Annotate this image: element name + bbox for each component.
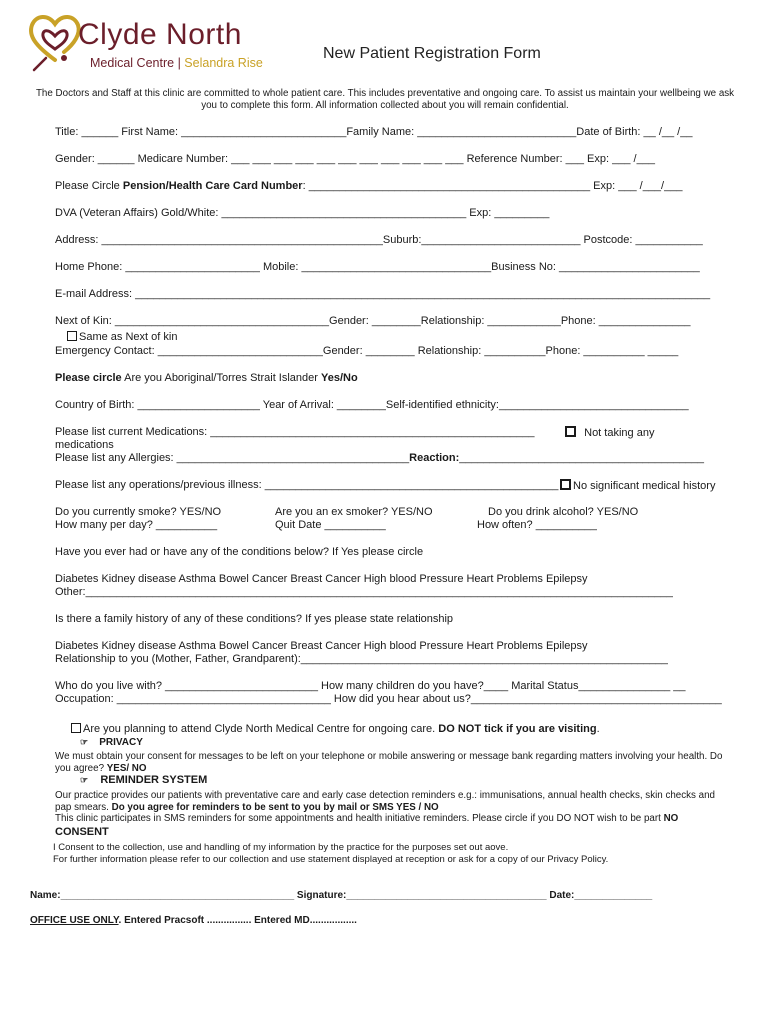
no-significant-checkbox[interactable] <box>560 479 571 490</box>
ongoing-care-option[interactable] <box>71 723 600 735</box>
reminder-heading-text: REMINDER SYSTEM <box>100 774 208 786</box>
office-use-entries: . Entered Pracsoft ................ Entered MD................. <box>118 915 357 926</box>
ongoing-care-warning: DO NOT tick if you are visiting <box>438 723 597 735</box>
medications-row[interactable]: Please list current Medications: _____________________________________________________ <box>55 426 535 438</box>
heart-stethoscope-logo-icon <box>26 8 84 72</box>
aboriginal-yes-no[interactable]: Yes/No <box>321 372 358 384</box>
aboriginal-please-circle: Please circle <box>55 372 122 384</box>
family-history-question: Is there a family history of any of these conditions? If yes please state relationship <box>55 613 454 625</box>
clinic-logo <box>26 8 276 72</box>
dva-row[interactable]: DVA (Veteran Affairs) Gold/White: ________________________________________ Exp: _________ <box>55 207 550 219</box>
aboriginal-question[interactable] <box>55 372 358 384</box>
gender-medicare-row[interactable]: Gender: ______ Medicare Number: ___ ___ ___ ___ ___ ___ ___ ___ ___ ___ ___ Reference Number: ___ Exp: ___ /___ <box>55 153 655 165</box>
card-label-pre: Please Circle <box>55 180 123 192</box>
phone-row[interactable]: Home Phone: ______________________ Mobile: _______________________________Business No: _______________________ <box>55 261 700 273</box>
logo-subtitle <box>90 56 263 70</box>
intro-paragraph: The Doctors and Staff at this clinic are committed to whole patient care. This includes preventative and ongoing care. To assist us maintain your wellbeing we ask you to complete this form. All information collected about you will remain confidential. <box>35 88 735 111</box>
card-label-bold: Pension/Health Care Card Number <box>122 180 303 192</box>
email-row[interactable]: E-mail Address: ______________________________________________________________________________________________ <box>55 288 711 300</box>
ongoing-care-end: . <box>596 723 600 735</box>
same-as-nok-checkbox[interactable] <box>67 331 77 341</box>
privacy-body-text: We must obtain your consent for messages to be left on your telephone or mobile answering or message bank regarding matters involving your health. Do you agree? <box>55 751 723 774</box>
smoke-per-day[interactable]: How many per day? __________ <box>55 519 218 531</box>
not-taking-option[interactable] <box>565 426 654 439</box>
office-use-row <box>30 915 357 926</box>
alcohol-frequency[interactable]: How often? __________ <box>477 519 597 531</box>
title-name-dob-row[interactable]: Title: ______ First Name: ___________________________Family Name: __________________________Date of Birth: __ /__ /__ <box>55 126 693 138</box>
pointing-hand-icon: ☞ <box>80 775 89 785</box>
ongoing-care-label: Are you planning to attend Clyde North Medical Centre for ongoing care. <box>83 723 439 735</box>
signature-row[interactable]: Name:__________________________________________ Signature:____________________________________ Date:______________ <box>30 890 653 901</box>
privacy-body[interactable] <box>55 751 725 774</box>
same-as-nok-option[interactable] <box>67 331 177 343</box>
operations-row[interactable]: Please list any operations/previous illness: ________________________________________________ <box>55 479 559 491</box>
reminder-body[interactable] <box>55 790 727 813</box>
privacy-heading-text: PRIVACY <box>99 737 143 748</box>
sms-reminder-line[interactable] <box>55 813 745 825</box>
medications-continued: medications <box>55 439 114 451</box>
aboriginal-question-text: Are you Aboriginal/Torres Strait Islander <box>121 372 321 384</box>
no-significant-option[interactable] <box>560 479 715 492</box>
not-taking-label: Not taking any <box>584 427 655 439</box>
card-label-post: : ______________________________________________ Exp: ___ /___/___ <box>302 180 683 192</box>
living-row[interactable]: Who do you live with? _________________________ How many children do you have?____ Marital Status_______________ __ <box>55 680 686 692</box>
no-significant-label: No significant medical history <box>573 480 716 492</box>
consent-statement: I Consent to the collection, use and handling of my information by the practice for the purposes set out aove. <box>53 842 509 853</box>
address-row[interactable]: Address: ______________________________________________Suburb:__________________________ Postcode: ___________ <box>55 234 703 246</box>
logo-sub-location: Selandra Rise <box>184 56 263 70</box>
reaction-label: Reaction: <box>409 452 460 464</box>
sms-no-option[interactable]: NO <box>663 813 679 824</box>
reaction-field[interactable]: ________________________________________ <box>459 452 704 464</box>
sms-reminder-text: This clinic participates in SMS reminders for some appointments and health initiative reminders. Please circle if you DO NOT wish to be part <box>55 813 664 824</box>
consent-further-info: For further information please refer to our collection and use statement displayed at reception or ask for a copy of our Privacy Policy. <box>53 854 609 865</box>
conditions-question: Have you ever had or have any of the conditions below? If Yes please circle <box>55 546 424 558</box>
logo-sub-medical: Medical Centre <box>90 56 175 70</box>
concession-card-row[interactable] <box>55 180 682 192</box>
privacy-yes-no[interactable]: YES/ NO <box>106 762 147 774</box>
next-of-kin-row[interactable]: Next of Kin: ___________________________________Gender: ________Relationship: ____________Phone: _______________ <box>55 315 691 327</box>
same-as-nok-label: Same as Next of kin <box>79 331 178 343</box>
office-use-label: OFFICE USE ONLY <box>30 915 119 926</box>
family-relationship-row[interactable]: Relationship to you (Mother, Father, Grandparent):____________________________________________________________ <box>55 653 668 665</box>
consent-heading: CONSENT <box>55 826 109 838</box>
family-conditions-list[interactable]: Diabetes Kidney disease Asthma Bowel Cancer Breast Cancer High blood Pressure Heart Problems Epilepsy <box>55 640 588 652</box>
other-conditions-row[interactable]: Other:________________________________________________________________________________________________ <box>55 586 673 598</box>
country-row[interactable]: Country of Birth: ____________________ Year of Arrival: ________Self-identified ethnicity:_______________________________ <box>55 399 689 411</box>
occupation-row[interactable]: Occupation: ___________________________________ How did you hear about us?_________________________________________ <box>55 693 722 705</box>
logo-separator: | <box>177 56 181 70</box>
form-title: New Patient Registration Form <box>323 45 541 62</box>
reminder-body-text: Our practice provides our patients with preventative care and early case detection reminders e.g.: immunisations, annual health checks, skin checks and pap smears. <box>55 790 715 813</box>
ongoing-care-checkbox[interactable] <box>71 723 81 733</box>
pointing-hand-icon: ☞ <box>80 737 89 747</box>
privacy-heading <box>80 737 143 748</box>
logo-brand-text: Clyde North <box>78 18 242 51</box>
conditions-list[interactable]: Diabetes Kidney disease Asthma Bowel Cancer Breast Cancer High blood Pressure Heart Problems Epilepsy <box>55 573 588 585</box>
ex-smoker-question[interactable]: Are you an ex smoker? YES/NO <box>275 506 433 518</box>
reminder-consent-question[interactable]: Do you agree for reminders to be sent to you by mail or SMS YES / NO <box>111 801 439 813</box>
smoke-question[interactable]: Do you currently smoke? YES/NO <box>55 506 222 518</box>
not-taking-checkbox[interactable] <box>565 426 576 437</box>
emergency-contact-row[interactable]: Emergency Contact: ___________________________Gender: ________ Relationship: __________Phone: __________ _____ <box>55 345 679 357</box>
alcohol-question[interactable]: Do you drink alcohol? YES/NO <box>488 506 639 518</box>
reminder-heading <box>80 774 207 786</box>
quit-date[interactable]: Quit Date __________ <box>275 519 386 531</box>
allergies-label: Please list any Allergies: ______________________________________ <box>55 452 410 464</box>
allergies-row[interactable] <box>55 452 704 464</box>
